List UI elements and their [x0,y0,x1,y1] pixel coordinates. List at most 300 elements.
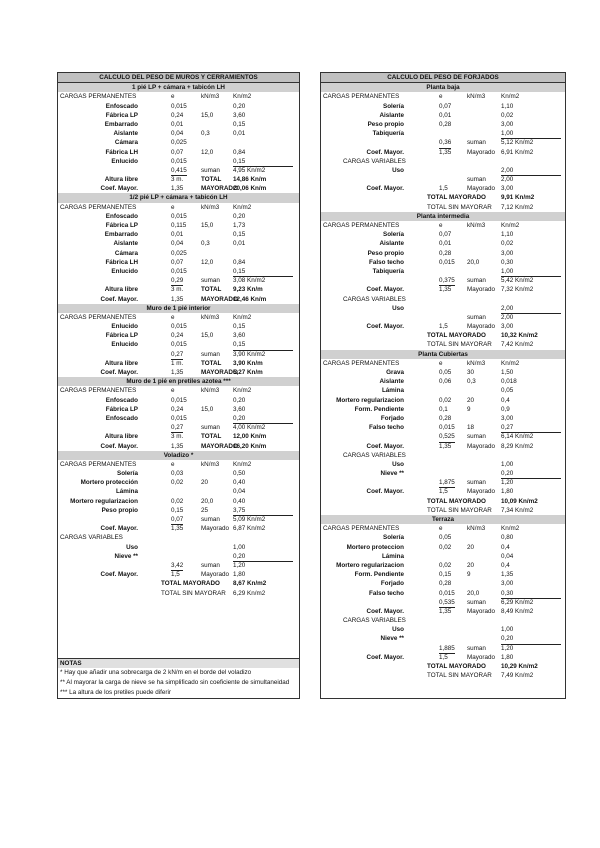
table-row [58,543,299,552]
section-title-text: Planta Cubiertas [418,350,468,358]
row-value: 3,60 [233,111,246,119]
walls-panel [57,72,300,699]
row-thickness: 0,015 [171,267,187,275]
total-label: TOTAL MAYORADO [427,332,486,340]
coef-value: 1,5 [439,653,448,661]
coef-result: 16,20 Kn/m [233,442,267,450]
table-row [321,120,565,129]
coef-label: Coef. Mayor. [366,607,404,615]
sum-row [58,423,299,432]
row-value: 1,00 [501,267,561,277]
variables-label [321,616,565,625]
row-label: Form. Pendiente [354,405,404,413]
sum-value: 2,00 [501,313,514,321]
sum-row [58,276,299,285]
row-density: 0,3 [467,378,476,386]
row-value: 3,75 [233,506,293,516]
total-row [321,671,565,680]
row-value: 0,15 [233,340,293,350]
total-value: 7,49 Kn/m2 [501,672,534,680]
coef-text: Mayorado [467,185,496,193]
row-density: 9 [467,405,471,413]
coef-value: 1,5 [171,571,180,579]
sum-label: suman [467,479,486,487]
sum-row [58,515,299,524]
row-thickness: 0,015 [439,424,455,432]
coef-row [58,368,299,377]
row-value: 0,04 [501,552,514,560]
row-label: Fábrica LP [105,222,138,229]
row-thickness: 0,01 [171,120,184,128]
table-row [58,414,299,423]
row-value: 0,20 [233,396,246,404]
coef-text: TOTAL [201,176,222,184]
row-density: 15,0 [201,222,214,229]
row-label: Uso [392,304,404,312]
column-header-row [321,92,565,101]
col-header-value: Kn/m2 [233,93,252,101]
row-value: 3,00 [501,414,514,422]
coef-result: 6,91 Kn/m2 [501,148,534,156]
row-value: 3,60 [233,405,246,413]
row-label: Falso techo [369,589,404,597]
sum-value: 6,29 Kn/m2 [501,598,534,606]
coef-row [321,285,565,294]
sum-row [58,561,299,570]
col-header-kn: kN/m3 [201,203,220,211]
row-label: Enfoscado [105,212,138,220]
row-label: Lámina [115,488,138,496]
coef-result: 6,87 Kn/m2 [233,525,266,533]
table-row [58,120,299,129]
coef-row [58,285,299,294]
coef-text: Mayorado [467,607,496,615]
section-title [58,193,299,202]
row-thickness: 0,28 [439,414,452,422]
row-value: 0,20 [233,212,246,220]
row-label: Aislante [379,240,404,248]
total-label: TOTAL SIN MAYORAR [427,341,492,349]
table-row [321,304,565,313]
table-row [58,331,299,340]
coef-text: MAYORADO [201,442,238,450]
coef-text: Mayorado [467,442,496,450]
coef-text: Mayorado [467,286,496,294]
col-header-kn: kN/m3 [201,313,220,321]
col-header-cargas: CARGAS PERMANENTES [323,93,400,101]
column-header-row [58,203,299,212]
col-header-kn: kN/m3 [201,387,220,395]
row-value: 0,4 [501,543,510,551]
coef-value: 1,35 [439,442,452,450]
coef-result: 1,80 [233,571,246,579]
row-density: 15,0 [201,405,214,413]
coef-result: 3,90 Kn/m [233,359,263,367]
column-header-row [58,92,299,101]
row-value: 0,84 [233,148,246,156]
sum-row [321,478,565,487]
coef-row [58,442,299,451]
coef-value: 1,35 [171,185,184,193]
col-header-value: Kn/m2 [233,203,252,211]
total-label: TOTAL SIN MAYORAR [427,506,492,514]
coef-row [321,487,565,496]
row-value: 1,10 [501,102,514,110]
coef-label: Coef. Mayor. [100,185,138,193]
sum-row [321,276,565,285]
row-label: Fábrica LH [105,148,138,156]
row-thickness: 0,015 [171,323,187,331]
coef-row [58,359,299,368]
table-row [58,478,299,487]
coef-label: Altura libre [104,286,138,294]
table-row [321,166,565,175]
row-thickness: 0,01 [439,240,452,248]
sum-value: 5,12 Kn/m2 [501,139,534,147]
total-value: 9,91 Kn/m2 [501,194,535,202]
row-value: 0,80 [501,534,514,542]
table-row [321,129,565,138]
row-value: 0,15 [233,323,246,331]
sum-row [321,644,565,653]
row-value: 1,73 [233,222,246,229]
col-header-e: e [171,387,175,395]
variables-label [321,157,565,166]
table-row [321,111,565,120]
slabs-panel [320,72,566,699]
sum-label: suman [201,277,220,285]
table-row [58,258,299,267]
sum-label: suman [467,598,486,606]
row-value: 0,40 [233,497,246,505]
row-thickness: 0,07 [171,148,184,156]
sum-thickness: 0,27 [171,423,183,433]
row-thickness: 0,07 [439,231,452,239]
coef-label: Coef. Mayor. [366,442,404,450]
coef-value: 1,35 [439,148,452,156]
total-value: 8,67 Kn/m2 [233,580,267,588]
table-row [58,469,299,478]
total-row [321,193,565,202]
slabs-table [321,73,565,680]
sum-label: suman [467,176,486,184]
total-label: TOTAL SIN MAYORAR [427,203,492,211]
variables-label [321,451,565,460]
row-label: Enlucido [111,341,138,349]
coef-value: 1 m. [171,359,184,367]
row-value: 0,20 [233,552,293,562]
row-value: 0,15 [233,120,246,128]
sum-label: suman [467,644,486,652]
coef-label: Coef. Mayor. [100,571,138,579]
row-label: Aislante [379,111,404,119]
coef-text: Mayorado [467,323,496,331]
slabs-title-text: CALCULO DEL PESO DE FORJADOS [387,74,499,81]
table-row [321,469,565,478]
coef-text: TOTAL [201,359,222,367]
row-label: Solería [383,231,404,239]
row-value: 0,20 [233,414,293,424]
total-value: 7,34 Kn/m2 [501,506,534,514]
sum-row [321,313,565,322]
row-thickness: 0,15 [439,571,452,579]
row-label: Fábrica LP [105,332,138,340]
row-label: Uso [392,166,404,174]
col-header-e: e [439,222,443,229]
sum-value: 1,20 [501,644,514,652]
row-density: 20 [467,396,475,404]
variables-label-text: CARGAS VARIABLES [343,157,406,165]
sum-value: 5,42 Kn/m2 [501,277,534,285]
table-row [58,129,299,138]
row-label: Falso techo [369,258,404,266]
row-thickness: 0,02 [439,396,452,404]
total-value: 7,42 Kn/m2 [501,341,534,349]
table-row [58,340,299,349]
row-value: 2,00 [501,166,561,176]
row-value: 0,05 [501,387,514,395]
row-label: Mortero proteccion [346,543,404,551]
coef-result: 20,06 Kn/m [233,185,267,193]
total-row [321,506,565,515]
row-thickness: 0,05 [439,534,452,542]
coef-value: 1,35 [171,442,184,450]
section-title-text: Muro de 1 pié interior [146,304,211,312]
row-density: 20 [467,543,475,551]
col-header-cargas: CARGAS PERMANENTES [60,93,137,101]
row-density: 15,0 [201,332,214,340]
coef-value: 3 m. [171,433,184,441]
row-value: 2,00 [501,304,561,314]
table-row [58,487,299,496]
total-label: TOTAL SIN MAYORAR [161,589,226,597]
row-label: Forjado [380,580,404,588]
table-row [321,102,565,111]
section-title [321,83,565,92]
sum-value: 3,90 Kn/m2 [233,350,266,358]
row-label: Enfoscado [105,414,138,422]
row-thickness: 0,03 [171,470,184,478]
row-value: 1,00 [501,626,514,634]
row-value: 3,00 [501,580,514,588]
row-value: 0,30 [501,258,514,266]
section-title-voladizo [58,451,299,460]
coef-row [321,148,565,157]
coef-result: 12,00 Kn/m [233,433,267,441]
row-thickness: 0,01 [439,111,452,119]
table-row [321,561,565,570]
variables-label [58,533,299,542]
variables-label-text: CARGAS VARIABLES [343,295,406,303]
coef-label: Altura libre [104,433,138,441]
row-value: 0,4 [501,561,510,569]
row-label: Forjado [380,414,404,422]
table-row [321,589,565,598]
coef-row [58,524,299,533]
total-value: 7,12 Kn/m2 [501,203,534,211]
row-label: Peso propio [367,120,404,128]
col-header-kn: kN/m3 [201,460,220,468]
row-thickness: 0,02 [171,479,184,487]
coef-text: Mayorado [201,571,230,579]
row-label: Uso [392,460,404,468]
row-thickness: 0,015 [171,414,187,422]
row-label: Mortero protección [80,479,138,487]
col-header-value: Kn/m2 [501,359,520,367]
table-row [58,322,299,331]
table-row [58,267,299,276]
row-label: Lámina [381,387,404,395]
col-header-kn: kN/m3 [467,525,486,533]
total-row [321,331,565,340]
table-row [58,506,299,515]
coef-result: 14,86 Kn/m [233,176,267,184]
table-row [58,221,299,230]
walls-table [58,73,299,598]
column-header-row [58,386,299,395]
row-label: Uso [392,626,404,634]
sum-value: 1,20 [501,479,514,487]
row-density: 15,0 [201,111,214,119]
row-label: Falso techo [369,424,404,432]
col-header-kn: kN/m3 [467,93,486,101]
coef-result: 8,49 Kn/m2 [501,607,534,615]
sum-value: 3,08 Kn/m2 [233,277,266,285]
row-value: 3,60 [233,332,246,340]
sum-row [321,432,565,441]
walls-title [58,73,299,83]
row-density: 0,3 [201,240,210,248]
row-thickness: 0,04 [171,240,184,248]
row-thickness: 0,025 [171,249,187,257]
coef-result: 9,23 Kn/m [233,286,263,294]
total-row [321,662,565,671]
row-thickness: 0,02 [439,561,452,569]
sum-thickness: 0,525 [439,432,455,442]
total-row [321,497,565,506]
coef-result: 8,29 Kn/m2 [501,442,534,450]
coef-text: MAYORADO [201,185,238,193]
section-title-text: Muro de 1 pié en pretiles azotea *** [126,378,231,386]
row-label: Fábrica LH [105,258,138,266]
col-header-e: e [171,460,175,468]
sum-thickness: 0,535 [439,598,455,608]
row-value: 0,15 [233,157,293,167]
coef-value: 3 m. [171,286,184,294]
col-header-cargas: CARGAS PERMANENTES [323,359,400,367]
sum-label: suman [201,561,220,569]
col-header-kn: kN/m3 [201,93,220,101]
row-value: 0,018 [501,378,517,386]
sum-row [58,166,299,175]
row-density: 20,0 [467,258,480,266]
coef-text: Mayorado [467,148,496,156]
col-header-value: Kn/m2 [501,93,520,101]
row-value: 0,02 [501,111,514,119]
row-density: 12,0 [201,258,214,266]
row-value: 1,10 [501,231,514,239]
row-thickness: 0,28 [439,249,452,257]
row-density: 20,0 [201,497,214,505]
row-thickness: 0,28 [439,580,452,588]
col-header-cargas: CARGAS PERMANENTES [60,313,137,321]
section-title-text: Planta intermedia [416,212,470,220]
coef-label: Altura libre [104,176,138,184]
sum-value: 1,20 [233,561,246,569]
row-thickness: 0,07 [439,102,452,110]
table-row [58,230,299,239]
coef-row [58,175,299,184]
col-header-e: e [171,203,175,211]
section-title [321,350,565,359]
sum-value: 2,00 [501,176,514,184]
sum-thickness: 1,885 [439,644,455,654]
row-value: 0,15 [233,267,293,277]
table-row [58,102,299,111]
row-label: Enlucido [111,157,138,165]
table-row [321,258,565,267]
section-title-text: 1 pié LP + cámara + tabicón LH [132,84,225,92]
table-row [321,396,565,405]
sum-label: suman [201,424,220,432]
col-header-e: e [171,93,175,101]
row-label: Cámara [114,249,138,257]
row-thickness: 0,015 [171,157,187,165]
row-label: Enfoscado [105,396,138,404]
coef-value: 1,35 [171,525,184,533]
section-title-voladizo-text: Voladizo * [163,451,194,459]
row-thickness: 0,025 [171,139,187,147]
table-row [321,230,565,239]
row-label: Tabiquería [372,130,404,138]
row-thickness: 0,015 [171,396,187,404]
table-row [58,148,299,157]
row-density: 9 [467,571,471,579]
coef-label: Altura libre [104,359,138,367]
total-row [58,589,299,598]
coef-result: 12,46 Kn/m [233,295,267,303]
variables-label-text: CARGAS VARIABLES [343,617,406,625]
row-thickness: 0,15 [171,506,184,514]
coef-row [321,653,565,662]
row-label: Aislante [379,378,404,386]
row-thickness: 0,015 [439,258,455,266]
row-thickness: 0,24 [171,405,184,413]
sum-row [58,350,299,359]
row-thickness: 0,24 [171,332,184,340]
table-row [58,405,299,414]
row-value: 3,00 [501,120,514,128]
table-row [321,460,565,469]
total-value: 10,09 Kn/m2 [501,497,538,505]
col-header-cargas: CARGAS PERMANENTES [323,525,400,533]
table-row [321,414,565,423]
total-row [58,579,299,588]
coef-result: 1,80 [501,488,514,496]
coef-value: 1,35 [171,295,184,303]
sum-thickness: 1,875 [439,478,455,488]
row-thickness: 0,015 [171,102,187,110]
coef-value: 1,35 [171,369,184,376]
row-label: Embarrado [104,231,138,239]
variables-label-text: CARGAS VARIABLES [343,451,406,459]
coef-label: Coef. Mayor. [366,185,404,193]
coef-label: Coef. Mayor. [366,148,404,156]
row-value: 0,01 [233,240,246,248]
note-line: ** Al mayorar la carga de nieve se ha simplificado sin coeficiente de simultaneidad [60,679,290,686]
sum-row [321,138,565,147]
total-label: TOTAL MAYORADO [427,497,486,505]
